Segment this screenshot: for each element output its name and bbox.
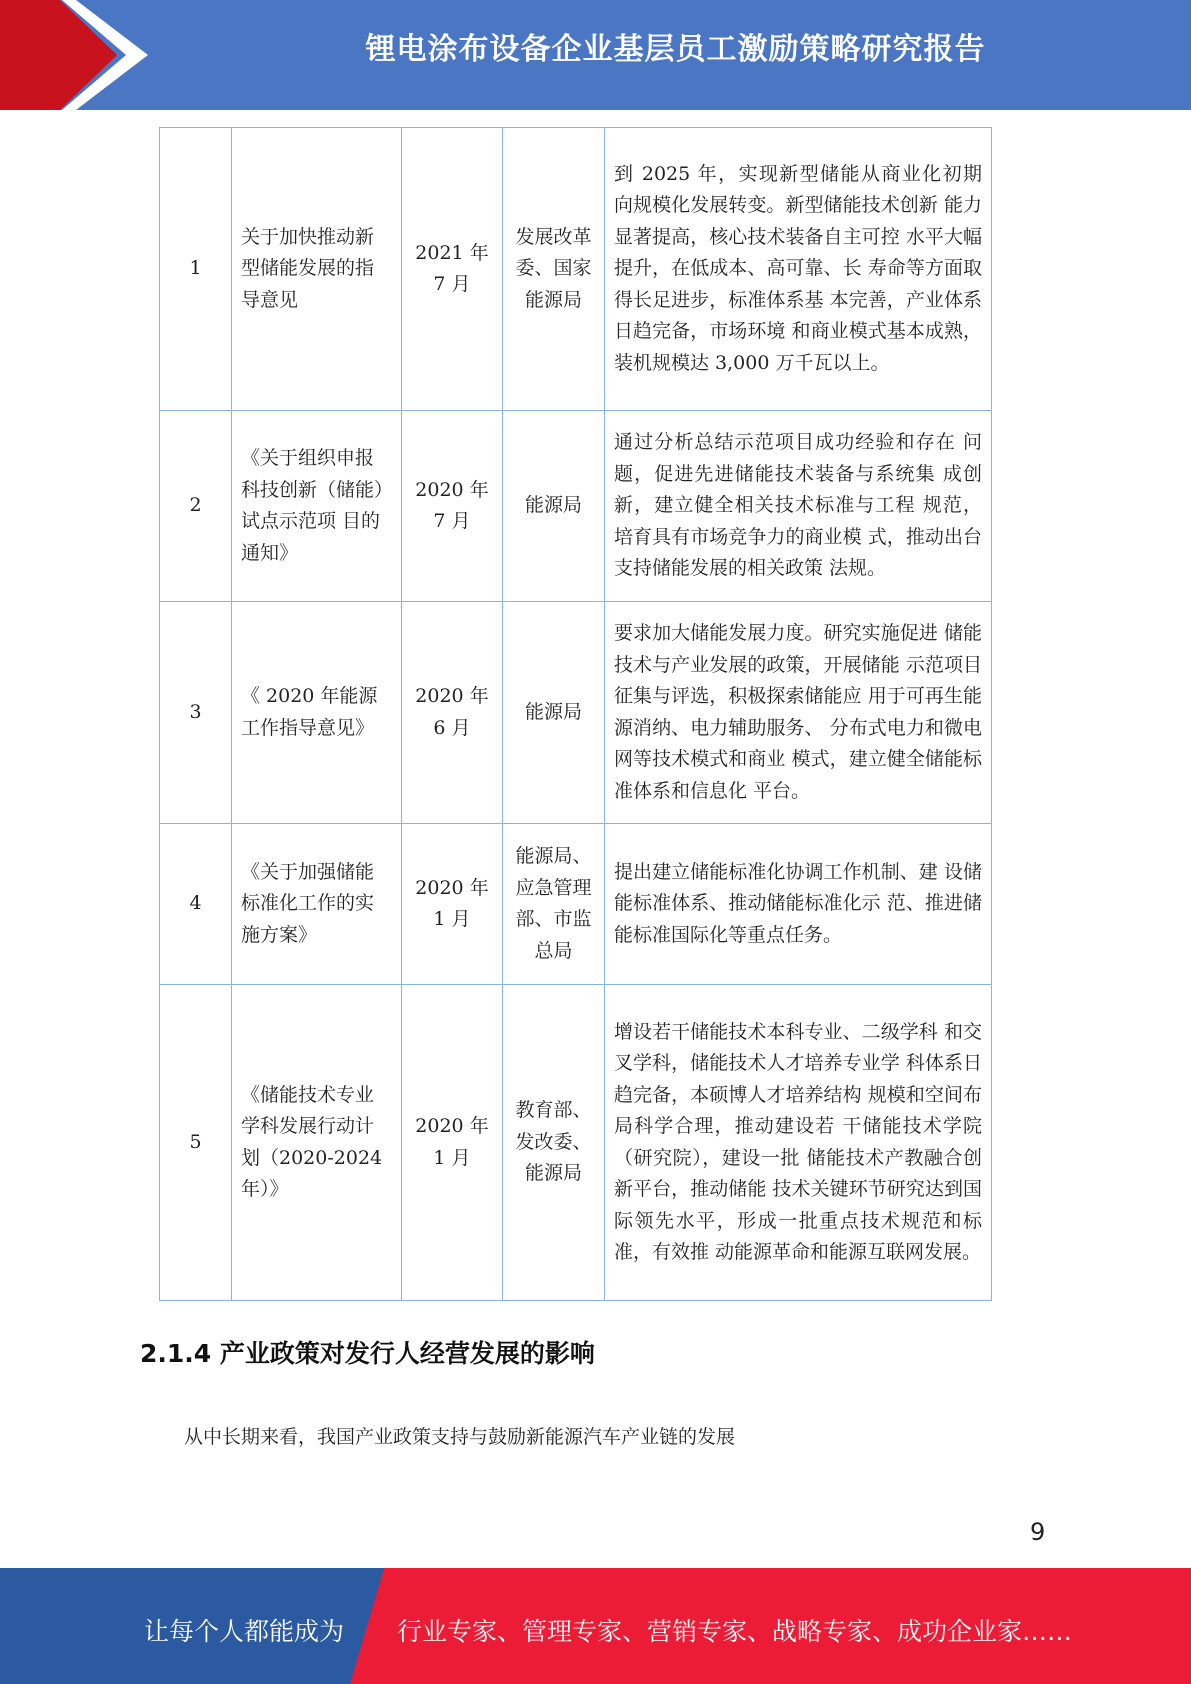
policy-issuer: 能源局 <box>503 602 605 824</box>
policy-title: 《关于加强储能标准化工作的实 施方案》 <box>232 824 402 985</box>
row-number: 2 <box>160 411 232 602</box>
policy-table <box>159 127 992 1301</box>
policy-issuer: 能源局、应急管理部、市监总局 <box>503 824 605 985</box>
policy-issuer: 教育部、发改委、能源局 <box>503 985 605 1301</box>
policy-title: 《储能技术专业学科发展行动计划（2020-2024 年）》 <box>232 985 402 1301</box>
body-paragraph: 从中长期来看，我国产业政策支持与鼓励新能源汽车产业链的发展 <box>184 1426 736 1448</box>
policy-issuer: 发展改革委、国家能源局 <box>503 128 605 411</box>
policy-content: 到 2025 年，实现新型储能从商业化初期 向规模化发展转变。新型储能技术创新 能力显著提高，核心技术装备自主可控 水平大幅提升，在低成本、高可靠、长 寿命等方面取得长足进步，标准体系基 本完善，产业体系日趋完备，市场环境 和商业模式基本成熟， 装机规模达 3,000 万千瓦以上。 <box>605 128 992 411</box>
page-number: 9 <box>1030 1518 1046 1546</box>
table-row <box>160 411 992 602</box>
table-row <box>160 602 992 824</box>
row-number: 1 <box>160 128 232 411</box>
footer-slogan-right: 行业专家、管理专家、营销专家、战略专家、成功企业家…… <box>397 1617 1073 1646</box>
header-arrow-decoration <box>0 0 160 110</box>
table-row <box>160 824 992 985</box>
policy-date: 2020 年 6 月 <box>402 602 503 824</box>
policy-date: 2020 年 1 月 <box>402 985 503 1301</box>
footer-slogan-left: 让每个人都能成为 <box>144 1617 345 1646</box>
policy-title: 《关于组织申报科技创新（储能）试点示范项 目的通知》 <box>232 411 402 602</box>
row-number: 3 <box>160 602 232 824</box>
policy-date: 2020 年 7 月 <box>402 411 503 602</box>
section-heading: 2.1.4 产业政策对发行人经营发展的影响 <box>140 1339 595 1368</box>
policy-title: 《 2020 年能源工作指导意见》 <box>232 602 402 824</box>
policy-content: 增设若干储能技术本科专业、二级学科 和交叉学科，储能技术人才培养专业学 科体系日趋完备，本硕博人才培养结构 规模和空间布局科学合理，推动建设若 干储能技术学院（研究院），建设一批 储能技术产教融合创新平台，推动储能 技术关键环节研究达到国际领先水平，形成一批重点技术规范和标准，有效推 动能源革命和能源互联网发展。 <box>605 985 992 1301</box>
policy-content: 提出建立储能标准化协调工作机制、建 设储能标准体系、推动储能标准化示 范、推进储能标准国际化等重点任务。 <box>605 824 992 985</box>
row-number: 5 <box>160 985 232 1301</box>
row-number: 4 <box>160 824 232 985</box>
header-title: 锂电涂布设备企业基层员工激励策略研究报告 <box>365 32 986 67</box>
policy-title: 关于加快推动新 型储能发展的指 导意见 <box>232 128 402 411</box>
policy-issuer: 能源局 <box>503 411 605 602</box>
policy-content: 要求加大储能发展力度。研究实施促进 储能技术与产业发展的政策，开展储能 示范项目征集与评选，积极探索储能应 用于可再生能源消纳、电力辅助服务、 分布式电力和微电网等技术模式和商业 模式，建立健全储能标准体系和信息化 平台。 <box>605 602 992 824</box>
page-header <box>0 0 1191 110</box>
table-row <box>160 128 992 411</box>
page-footer <box>0 1568 1191 1684</box>
table-row <box>160 985 992 1301</box>
policy-date: 2021 年 7 月 <box>402 128 503 411</box>
policy-content: 通过分析总结示范项目成功经验和存在 问题，促进先进储能技术装备与系统集 成创新，建立健全相关技术标准与工程 规范， 培育具有市场竞争力的商业模 式，推动出台支持储能发展的相关政策 法规。 <box>605 411 992 602</box>
policy-date: 2020 年 1 月 <box>402 824 503 985</box>
